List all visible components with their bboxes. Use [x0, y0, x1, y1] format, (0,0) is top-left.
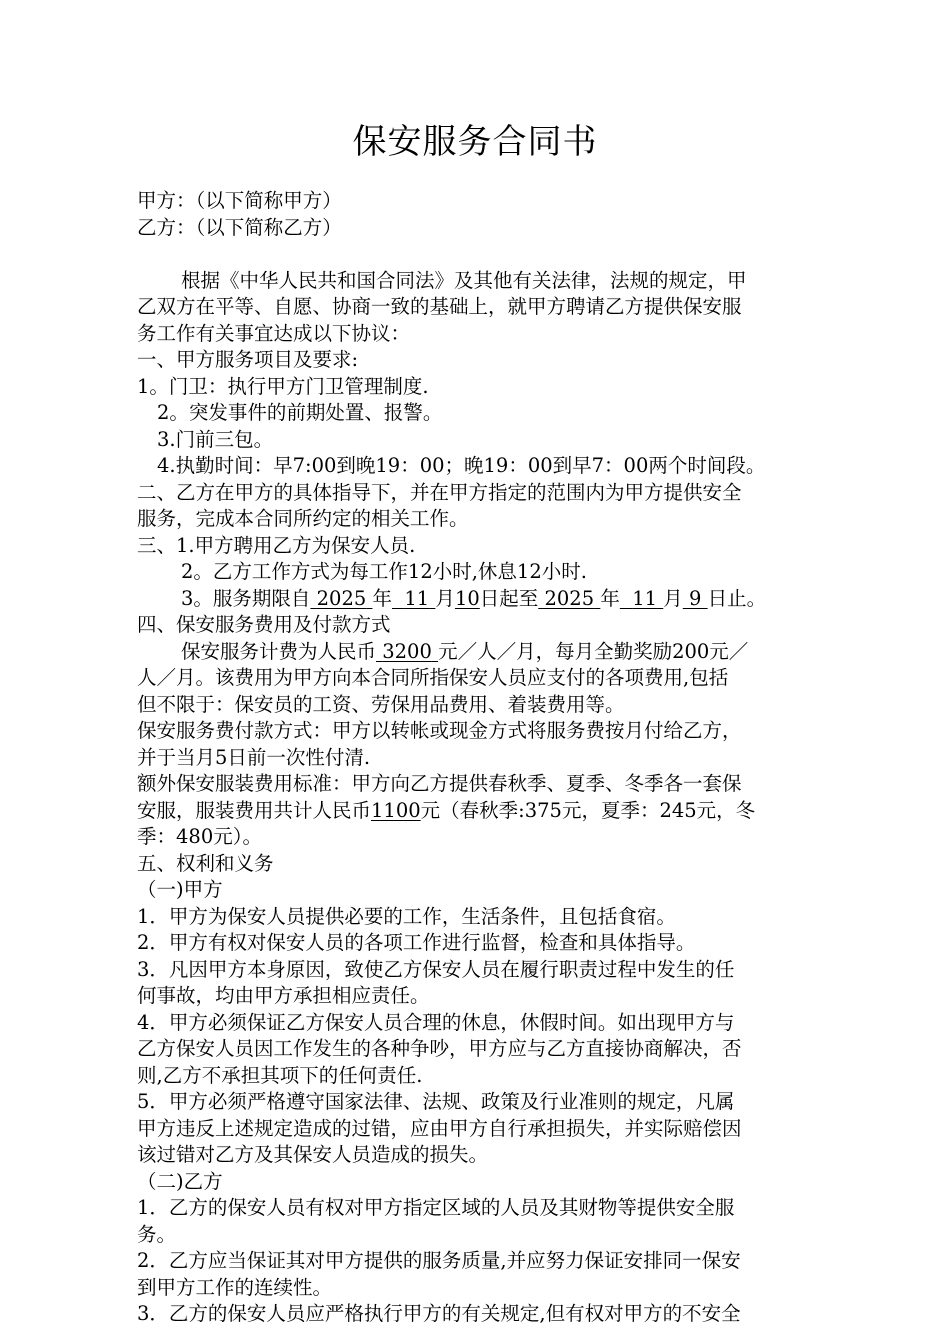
- uniform-line: 季：480元）。: [137, 825, 262, 848]
- section1-item: 4.执勤时间：早7:00到晚19：00；晚19：00到早7：00两个时间段。: [157, 454, 766, 477]
- section4-heading: 四、保安服务费用及付款方式: [137, 613, 391, 636]
- uniform-suffix: 元（春秋季:375元，夏季：245元，冬: [420, 798, 756, 822]
- party-b-item: 务。: [137, 1222, 177, 1246]
- party-a-item: 5．甲方必须严格遵守国家法律、法规、政策及行业准则的规定，凡属: [137, 1090, 735, 1113]
- preamble-line: 务工作有关事宜达成以下协议：: [137, 321, 411, 345]
- day-label: 日起至: [479, 586, 539, 610]
- section2-line: 服务，完成本合同所约定的相关工作。: [137, 507, 469, 530]
- end-year: 2025: [544, 586, 595, 610]
- section3-item: 2。乙方工作方式为每工作12小时,休息12小时.: [181, 560, 587, 583]
- month-label: 月: [435, 586, 455, 610]
- service-period-line: [137, 586, 837, 613]
- uniform-amount: 1100: [371, 798, 421, 822]
- year-label: 年: [372, 586, 392, 610]
- payment-line: 并于当月5日前一次性付清.: [137, 745, 371, 769]
- section1-item: 3.门前三包。: [157, 427, 274, 451]
- end-day: 9: [689, 586, 702, 610]
- fee-line: 但不限于：保安员的工资、劳保用品费用、着装费用等。: [137, 692, 625, 716]
- uniform-line: [137, 798, 837, 825]
- section1-item: 1。门卫：执行甲方门卫管理制度.: [137, 374, 429, 398]
- party-a-item: 何事故，均由甲方承担相应责任。: [137, 984, 430, 1007]
- party-b-item: 3．乙方的保安人员应严格执行甲方的有关规定,但有权对甲方的不安全: [137, 1302, 741, 1325]
- start-year: 2025: [316, 586, 367, 610]
- preamble-line: 根据《中华人民共和国合同法》及其他有关法律，法规的规定，甲: [181, 268, 747, 292]
- party-a-item: 4．甲方必须保证乙方保安人员合理的休息，休假时间。如出现甲方与: [137, 1010, 735, 1034]
- party-b-item: 1．乙方的保安人员有权对甲方指定区域的人员及其财物等提供安全服: [137, 1196, 735, 1219]
- payment-line: 保安服务费付款方式：甲方以转帐或现金方式将服务费按月付给乙方，: [137, 719, 742, 742]
- year-label: 年: [600, 586, 620, 610]
- section2-line: 二、乙方在甲方的具体指导下，并在甲方指定的范围内为甲方提供安全: [137, 480, 742, 504]
- start-month: 11: [404, 586, 430, 610]
- party-a-item: 该过错对乙方及其保安人员造成的损失。: [137, 1143, 489, 1166]
- section3-item: 三、1.甲方聘用乙方为保安人员.: [137, 533, 416, 557]
- section1-heading: 一、甲方服务项目及要求:: [137, 348, 359, 371]
- service-period-prefix: 3。服务期限自: [181, 586, 311, 610]
- month-label: 月: [663, 586, 683, 610]
- preamble-line: 乙双方在平等、自愿、协商一致的基础上，就甲方聘请乙方提供保安服: [137, 295, 742, 318]
- uniform-prefix: 安服，服装费用共计人民币: [137, 798, 372, 822]
- end-month: 11: [632, 586, 658, 610]
- party-a-item: 3．凡因甲方本身原因，致使乙方保安人员在履行职责过程中发生的任: [137, 957, 735, 981]
- party-a-item: 2．甲方有权对保安人员的各项工作进行监督，检查和具体指导。: [137, 931, 696, 954]
- party-a-item: 则,乙方不承担其项下的任何责任.: [137, 1063, 423, 1087]
- party-b-rights-heading: （二)乙方: [137, 1169, 223, 1193]
- party-a-rights-heading: （一)甲方: [137, 878, 223, 901]
- party-a-item: 甲方违反上述规定造成的过错，应由甲方自行承担损失，并实际赔偿因: [137, 1116, 742, 1140]
- party-b-item: 到甲方工作的连续性。: [137, 1275, 333, 1299]
- section5-heading: 五、权利和义务: [137, 851, 274, 875]
- party-a-line: 甲方：（以下简称甲方）: [137, 189, 342, 212]
- service-period-suffix: 日止。: [707, 586, 767, 610]
- fee-suffix: 元／人／月，每月全勤奖励200元／: [438, 639, 749, 663]
- party-b-item: 2．乙方应当保证其对甲方提供的服务质量,并应努力保证安排同一保安: [137, 1249, 741, 1272]
- fee-line: [137, 639, 837, 666]
- party-a-item: 乙方保安人员因工作发生的各种争吵，甲方应与乙方直接协商解决，否: [137, 1037, 742, 1060]
- section1-item: 2。突发事件的前期处置、报警。: [157, 401, 443, 424]
- party-b-line: 乙方：（以下简称乙方）: [137, 215, 342, 239]
- blank-line: [137, 241, 837, 268]
- document-title: 保安服务合同书: [352, 122, 598, 162]
- fee-prefix: 保安服务计费为人民币: [181, 639, 377, 663]
- uniform-line: 额外保安服装费用标准：甲方向乙方提供春秋季、夏季、冬季各一套保: [137, 772, 742, 795]
- start-day: 10: [454, 586, 480, 610]
- document-body: [137, 188, 837, 1328]
- fee-amount: 3200: [382, 639, 432, 663]
- party-a-item: 1．甲方为保安人员提供必要的工作，生活条件，且包括食宿。: [137, 904, 676, 928]
- fee-line: 人／月。该费用为甲方向本合同所指保安人员应支付的各项费用,包括: [137, 666, 729, 689]
